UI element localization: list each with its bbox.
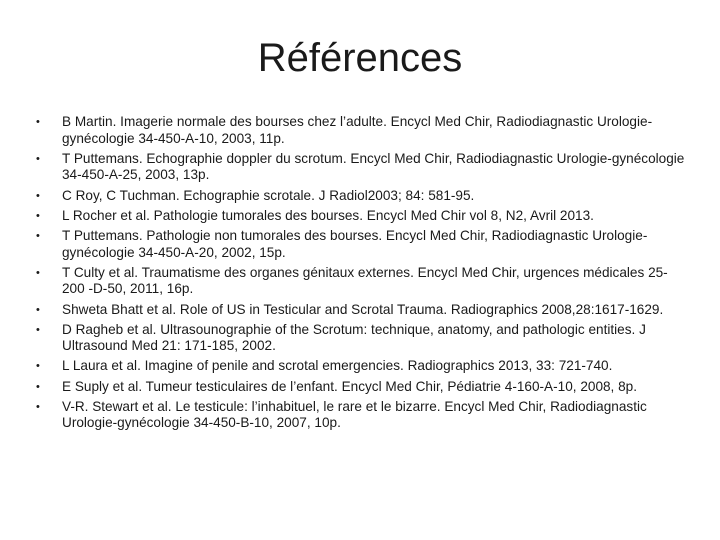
reference-text: T Puttemans. Pathologie non tumorales des bourses. Encycl Med Chir, Radiodiagnastic Urologie-gynécologie 34-450-A-20, 2002, 15p.	[62, 227, 648, 260]
reference-text: T Culty et al. Traumatisme des organes génitaux externes. Encycl Med Chir, urgences médicales 25-200 -D-50, 2011, 16p.	[62, 264, 668, 297]
reference-item	[36, 302, 686, 319]
reference-item	[36, 379, 686, 396]
bullet-icon: •	[36, 380, 40, 393]
reference-list	[36, 114, 686, 436]
reference-item	[36, 322, 686, 355]
reference-item	[36, 188, 686, 205]
reference-text: C Roy, C Tuchman. Echographie scrotale. J Radiol2003; 84: 581-95.	[62, 187, 475, 203]
reference-item	[36, 208, 686, 225]
bullet-icon: •	[36, 229, 40, 242]
slide-title: Références	[257, 36, 463, 80]
reference-text: B Martin. Imagerie normale des bourses chez l’adulte. Encycl Med Chir, Radiodiagnastic Urologie-gynécologie 34-450-A-10, 2003, 11p.	[62, 114, 653, 146]
reference-text: T Puttemans. Echographie doppler du scrotum. Encycl Med Chir, Radiodiagnastic Urologie-gynécologie 34-450-A-25, 2003, 13p.	[62, 150, 685, 183]
bullet-icon: •	[36, 116, 40, 128]
reference-text: L Rocher et al. Pathologie tumorales des bourses. Encycl Med Chir vol 8, N2, Avril 2013.	[62, 207, 594, 223]
bullet-icon: •	[36, 303, 40, 316]
reference-item	[36, 399, 686, 432]
reference-text: V-R. Stewart et al. Le testicule: l’inhabituel, le rare et le bizarre. Encycl Med Chir, Radiodiagnastic Urologie-gynécologie 34-450-B-10, 2007, 10p.	[62, 398, 647, 431]
bullet-icon: •	[36, 323, 40, 336]
bullet-icon: •	[36, 189, 40, 202]
reference-item	[36, 358, 686, 375]
reference-text: Shweta Bhatt et al. Role of US in Testicular and Scrotal Trauma. Radiographics 2008,28:1617-1629.	[62, 301, 664, 317]
reference-item	[36, 265, 686, 298]
reference-item	[36, 151, 686, 184]
bullet-icon: •	[36, 400, 40, 413]
reference-text: L Laura et al. Imagine of penile and scrotal emergencies. Radiographics 2013, 33: 721-740.	[62, 358, 613, 374]
bullet-icon: •	[36, 360, 40, 373]
reference-text: D Ragheb et al. Ultrasounographie of the Scrotum: technique, anatomy, and pathologic entities. J Ultrasound Med 21: 171-185, 2002.	[62, 321, 646, 354]
reference-item	[36, 114, 686, 147]
bullet-icon: •	[36, 209, 40, 222]
reference-text: E Suply et al. Tumeur testiculaires de l’enfant. Encycl Med Chir, Pédiatrie 4-160-A-10, 2008, 8p.	[62, 378, 638, 394]
bullet-icon: •	[36, 152, 40, 165]
bullet-icon: •	[36, 266, 40, 279]
reference-item	[36, 228, 686, 261]
